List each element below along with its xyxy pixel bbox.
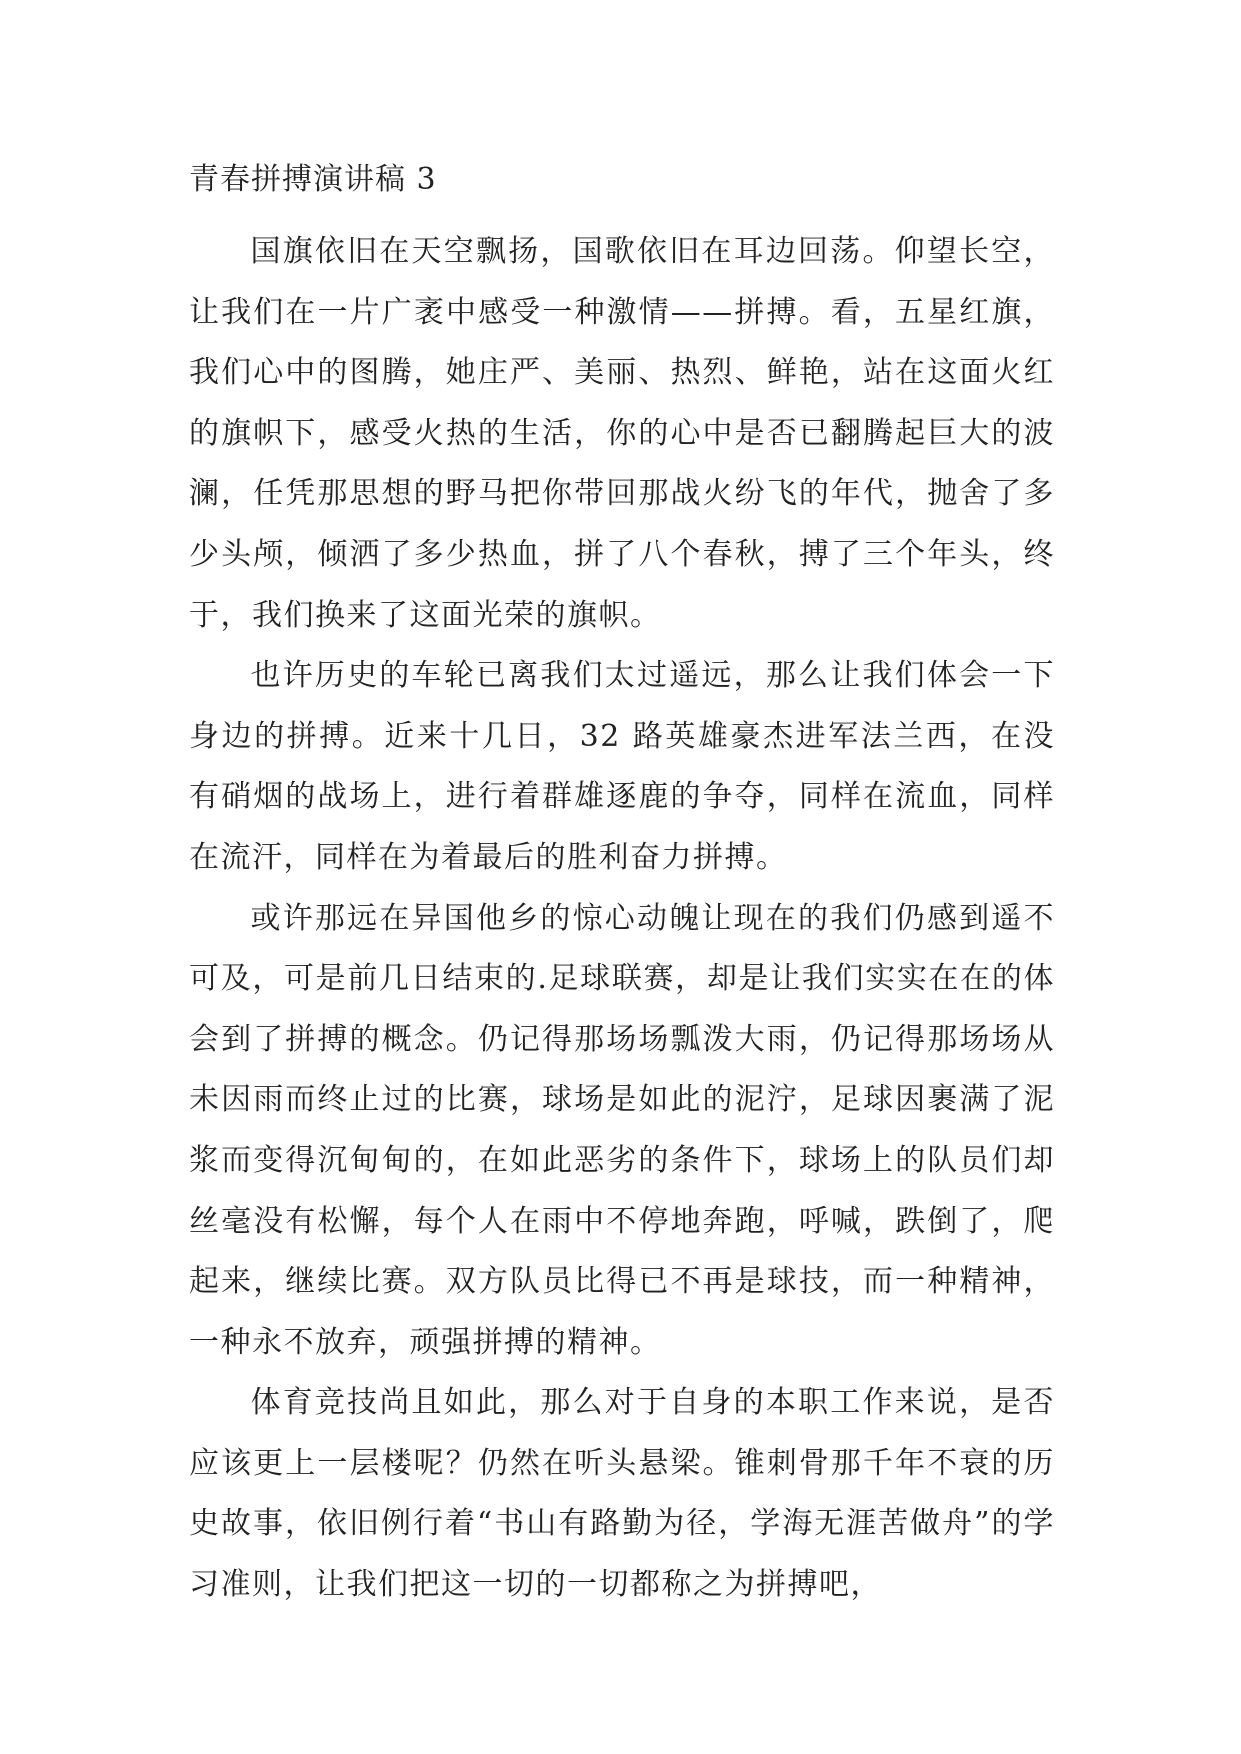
document-body <box>189 222 1055 1616</box>
paragraph-work-study: 体育竞技尚且如此，那么对于自身的本职工作来说，是否应该更上一层楼呢？仍然在听头悬梁。锥刺骨那千年不衰的历史故事，依旧例行着“书山有路勤为径，学海无涯苦做舟”的学习准则，让我们把这一切的一切都称之为拼搏吧， <box>189 1385 1055 1603</box>
paragraph-national-flag: 国旗依旧在天空飘扬，国歌依旧在耳边回荡。仰望长空，让我们在一片广袤中感受一种激情——拼搏。看，五星红旗，我们心中的图腾，她庄严、美丽、热烈、鲜艳，站在这面火红的旗帜下，感受火热的生活，你的心中是否已翻腾起巨大的波澜，任凭那思想的野马把你带回那战火纷飞的年代，抛舍了多少头颅，倾洒了多少热血，拼了八个春秋，搏了三个年头，终于，我们换来了这面光荣的旗帜。 <box>189 234 1055 633</box>
paragraph-world-cup: 也许历史的车轮已离我们太过遥远，那么让我们体会一下身边的拼搏。近来十几日，32 路英雄豪杰进军法兰西，在没有硝烟的战场上，进行着群雄逐鹿的争夺，同样在流血，同样在流汗，同样在为着最后的胜利奋力拼搏。 <box>189 658 1055 875</box>
document-title: 青春拼搏演讲稿 3 <box>189 162 437 197</box>
paragraph-football-league: 或许那远在异国他乡的惊心动魄让现在的我们仍感到遥不可及，可是前几日结束的.足球联赛，却是让我们实实在在的体会到了拼搏的概念。仍记得那场场瓢泼大雨，仍记得那场场从未因雨而终止过的比赛，球场是如此的泥泞，足球因裹满了泥浆而变得沉甸甸的，在如此恶劣的条件下，球场上的队员们却丝毫没有松懈，每个人在雨中不停地奔跑，呼喊，跌倒了，爬起来，继续比赛。双方队员比得已不再是球技，而一种精神，一种永不放弃，顽强拼搏的精神。 <box>189 900 1055 1360</box>
